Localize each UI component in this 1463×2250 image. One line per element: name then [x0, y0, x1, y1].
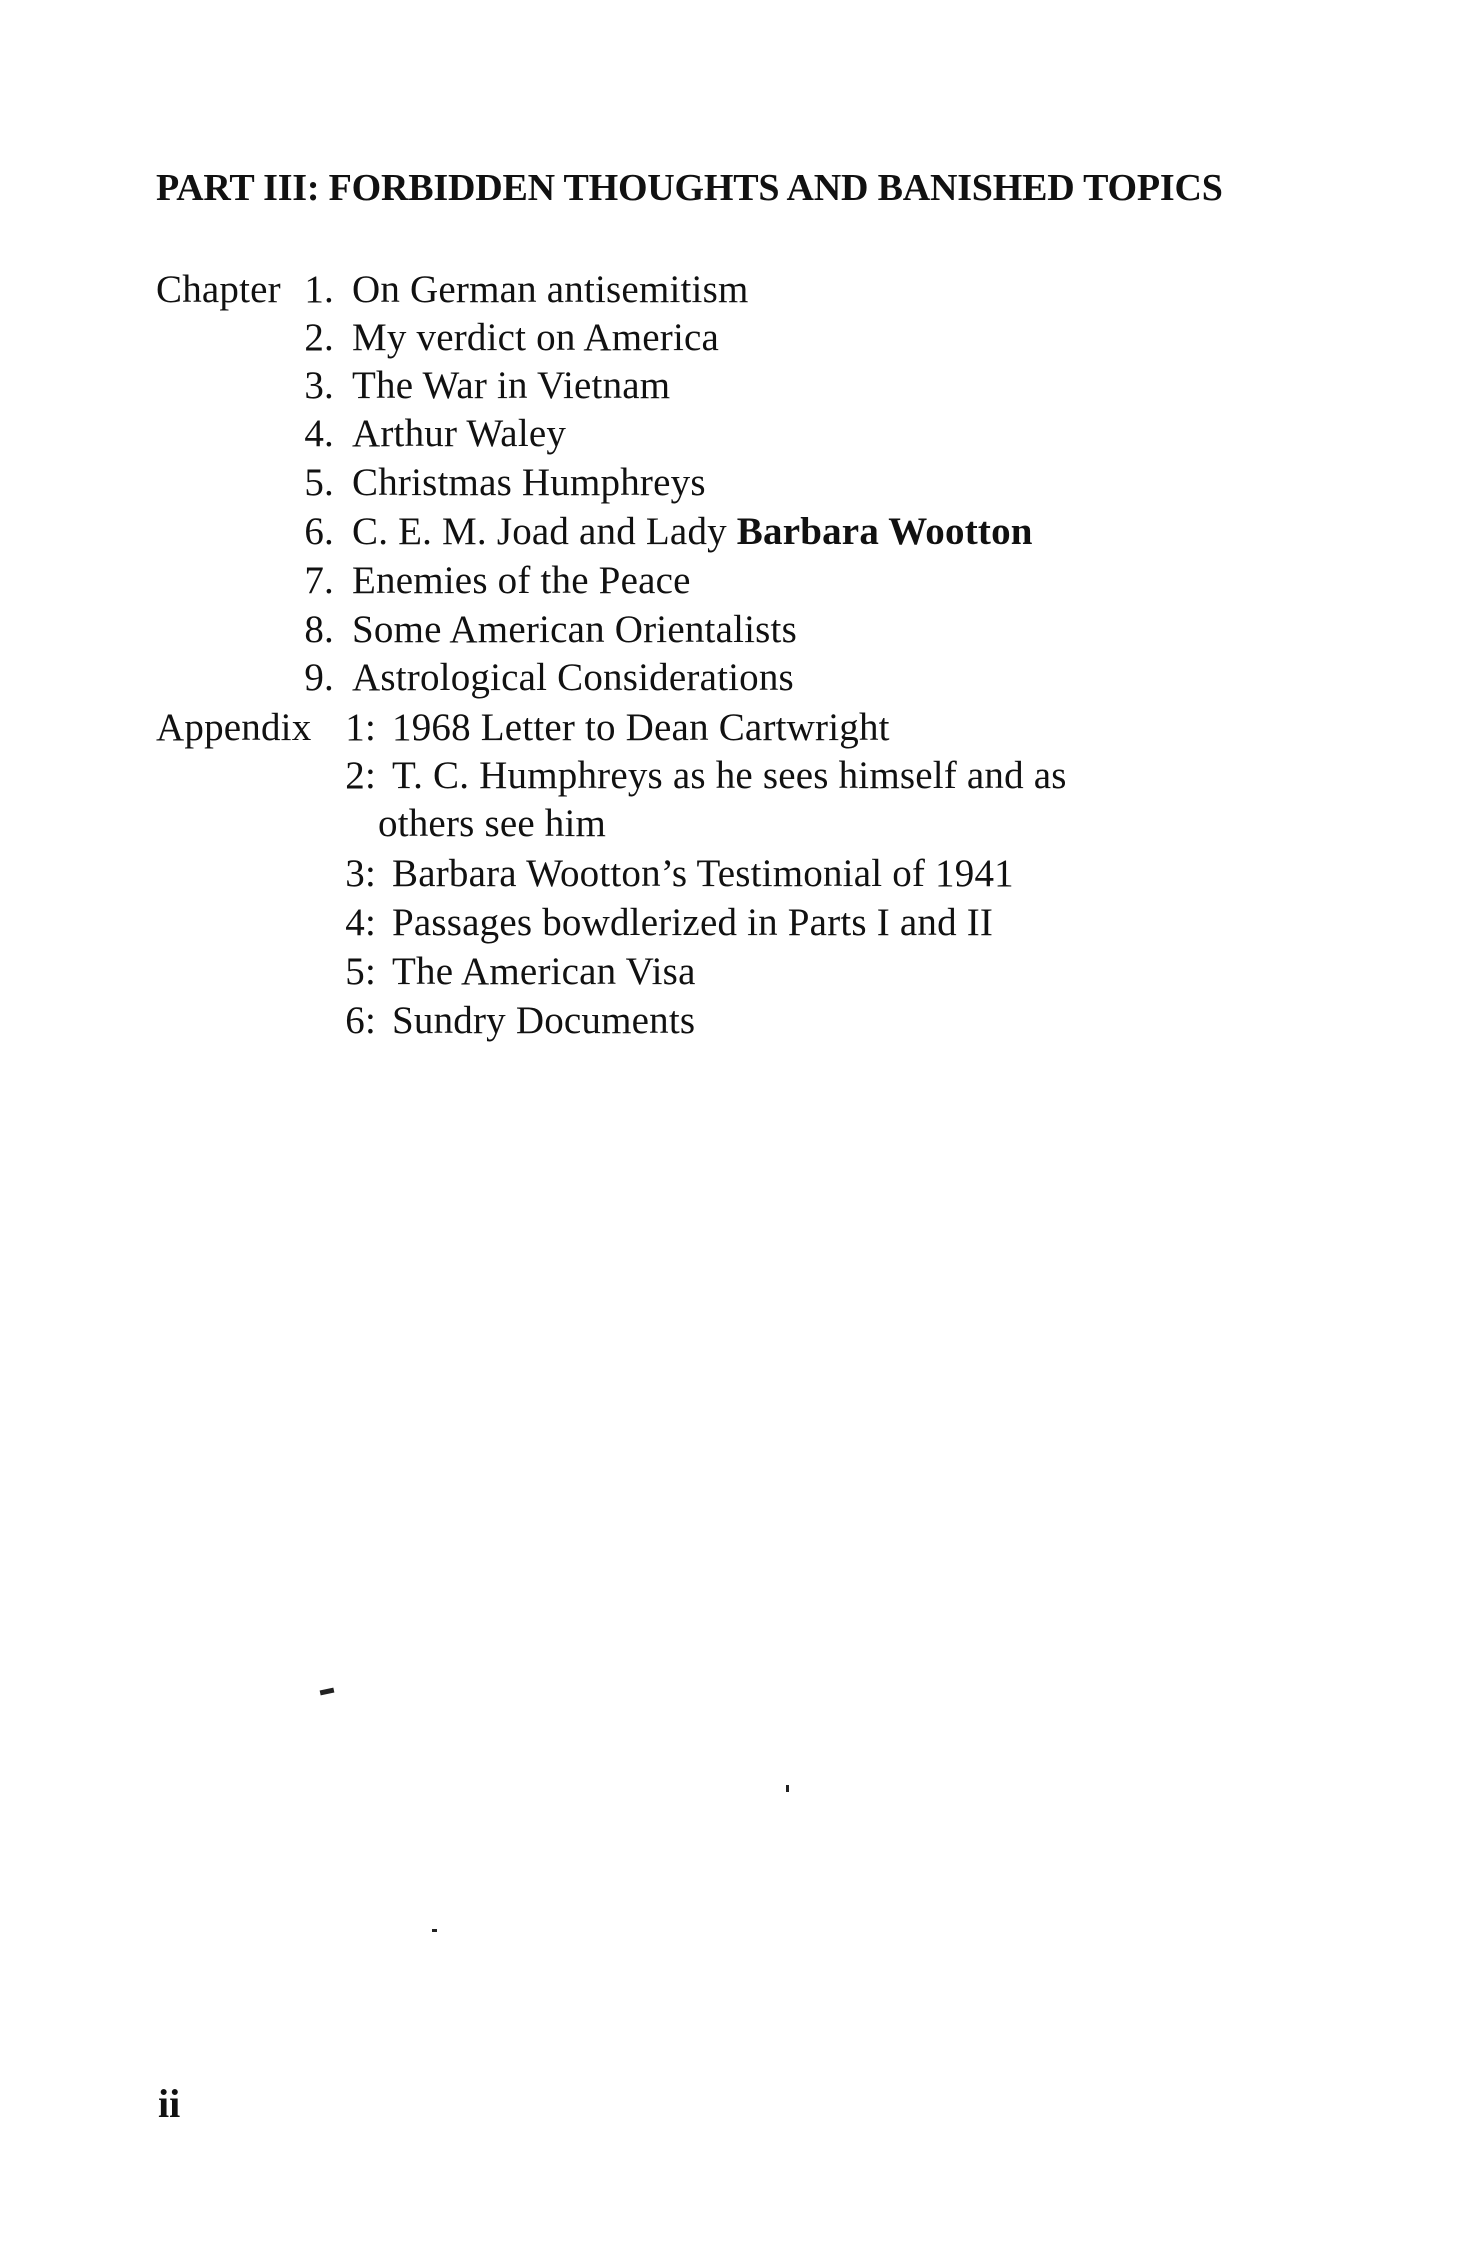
appendix-number: 5:: [345, 950, 376, 993]
chapter-title: The War in Vietnam: [352, 364, 671, 407]
appendix-number: 4:: [345, 901, 376, 944]
chapter-number: 8.: [304, 608, 334, 651]
appendix-number: 6:: [345, 999, 376, 1042]
part-heading: PART III: FORBIDDEN THOUGHTS AND BANISHED TOPICS: [156, 167, 1223, 209]
appendix-label: Appendix: [156, 706, 312, 749]
chapter-title: Some American Orientalists: [352, 608, 797, 651]
appendix-title: Sundry Documents: [392, 999, 696, 1042]
appendix-title: Barbara Wootton’s Testimonial of 1941: [392, 852, 1014, 895]
chapter-number: 5.: [304, 461, 334, 504]
chapter-title: On German antisemitism: [352, 268, 749, 311]
appendix-title: T. C. Humphreys as he sees himself and as: [392, 754, 1067, 797]
appendix-number: 1:: [345, 706, 376, 749]
appendix-number: 3:: [345, 852, 376, 895]
chapter-title: Arthur Waley: [352, 412, 567, 455]
scan-speck: [320, 1688, 335, 1696]
chapter-title: Enemies of the Peace: [352, 559, 691, 602]
chapter-title: [352, 508, 1033, 556]
scan-speck: [432, 1929, 437, 1932]
chapter-title-bold: Barbara Wootton: [726, 510, 1033, 553]
appendix-number: 2:: [345, 754, 376, 797]
chapter-title: Astrological Considerations: [352, 656, 794, 699]
chapter-title: Christmas Humphreys: [352, 461, 706, 504]
scan-speck: [786, 1785, 789, 1792]
chapter-number: 9.: [304, 656, 334, 699]
chapter-title-regular: C. E. M. Joad and Lady: [352, 510, 727, 553]
chapter-number: 7.: [304, 559, 334, 602]
chapter-label: Chapter: [156, 268, 281, 311]
chapter-number: 2.: [304, 316, 334, 359]
chapter-number: 3.: [304, 364, 334, 407]
chapter-number: 1.: [304, 268, 334, 311]
page-number: ii: [158, 2081, 181, 2126]
chapter-number: 4.: [304, 412, 334, 455]
chapter-number: 6.: [304, 510, 334, 553]
chapter-title: My verdict on America: [352, 316, 720, 359]
appendix-title: 1968 Letter to Dean Cartwright: [392, 706, 890, 749]
appendix-title-continued: others see him: [378, 802, 607, 845]
appendix-title: The American Visa: [392, 950, 696, 993]
appendix-title: Passages bowdlerized in Parts I and II: [392, 901, 994, 944]
